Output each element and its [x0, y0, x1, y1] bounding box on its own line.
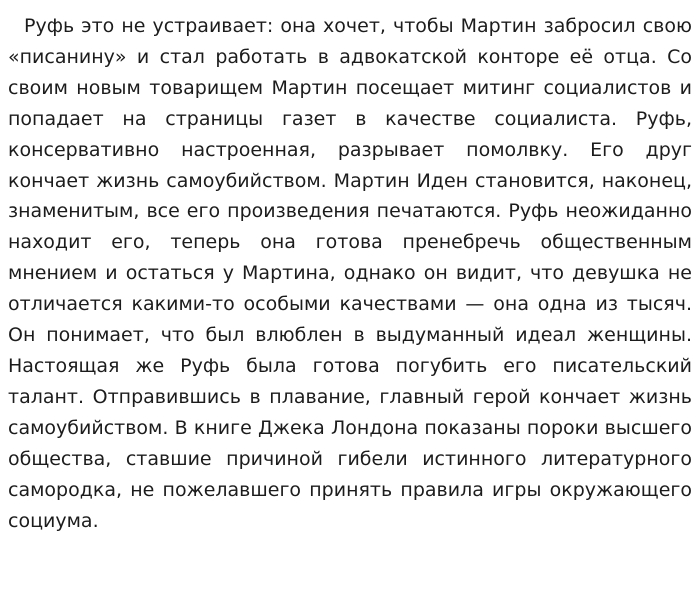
- body-paragraph: Руфь это не устраивает: она хочет, чтобы Мартин забросил свою «писанину» и стал работать в адвокатской конторе её отца. Со своим новым товарищем Мартин посещает митинг социалистов и попадает на страницы газет в качестве социалиста. Руфь, консервативно настроенная, разрывает помолвку. Его друг кончает жизнь самоубийством. Мартин Иден становится, наконец, знаменитым, все его произведения печатаются. Руфь неожиданно находит его, теперь она готова пренебречь общественным мнением и остаться у Мартина, однако он видит, что девушка не отличается какими-то особыми качествами — она одна из тысяч. Он понимает, что был влюблен в выдуманный идеал женщины. Настоящая же Руфь была готова погубить его писательский талант. Отправившись в плавание, главный герой кончает жизнь самоубийством. В книге Джека Лондона показаны пороки высшего общества, ставшие причиной гибели истинного литературного самородка, не пожелавшего принять правила игры окружающего социума.: [8, 15, 692, 532]
